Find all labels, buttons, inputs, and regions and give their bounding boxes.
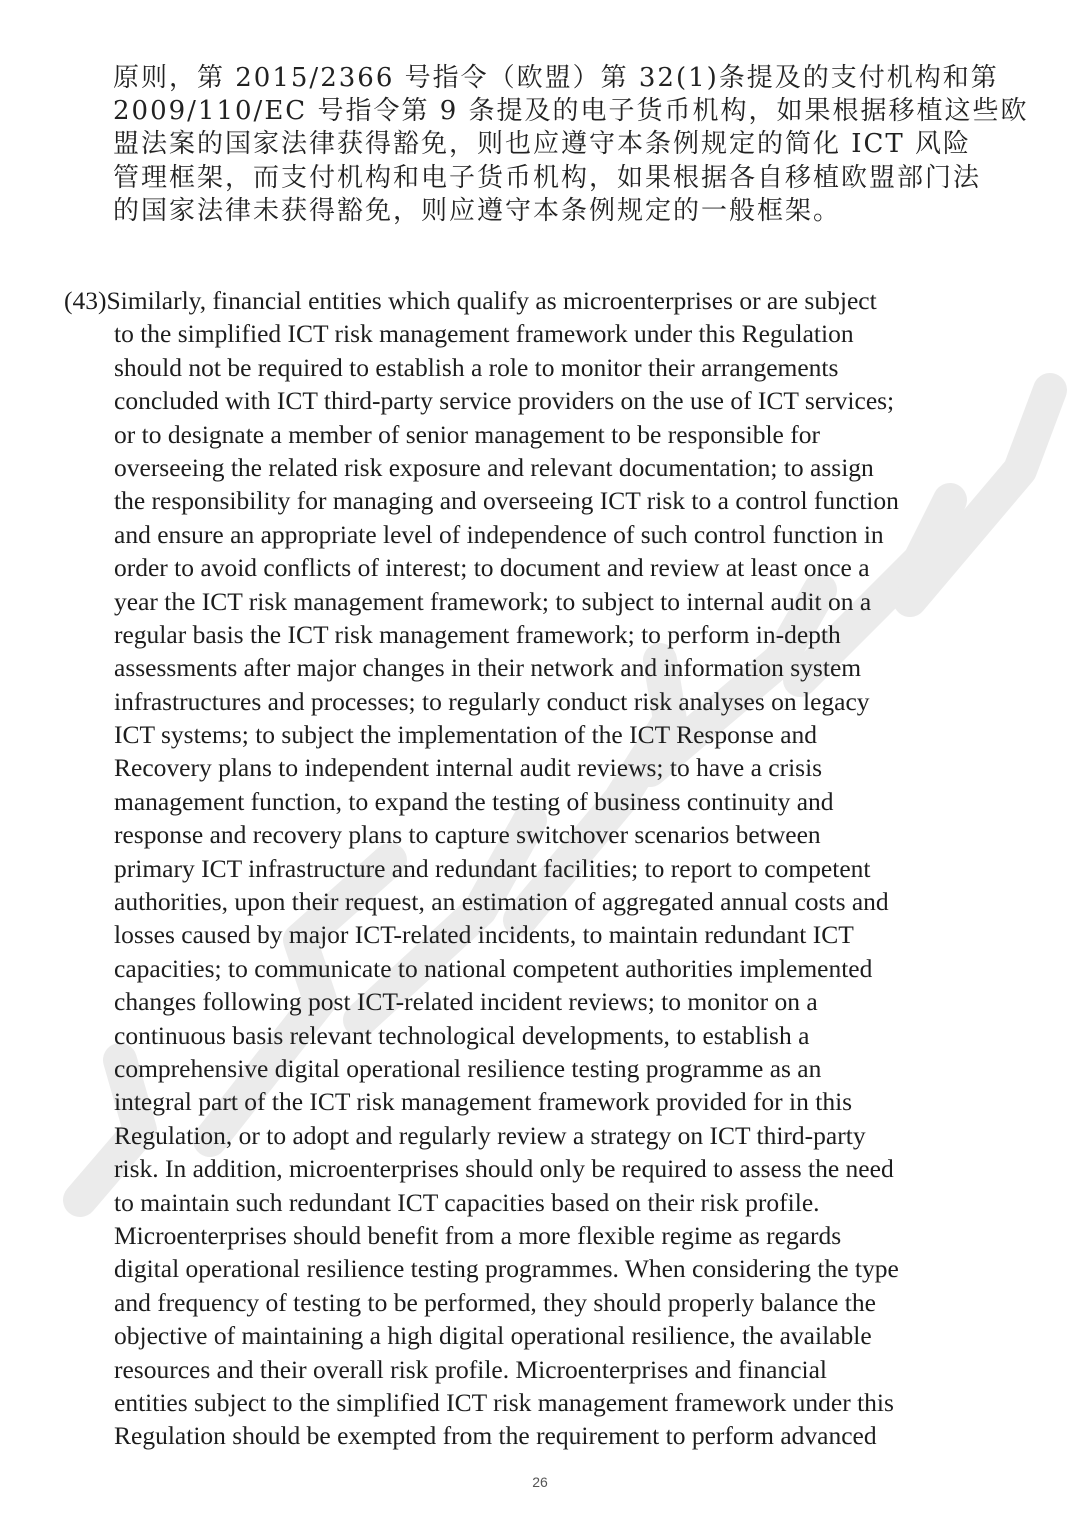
recital-line: comprehensive digital operational resilience testing programme as an — [114, 1053, 822, 1083]
recital-line: losses caused by major ICT-related incidents, to maintain redundant ICT — [114, 920, 854, 950]
recital-line: resources and their overall risk profile. Microenterprises and financial — [114, 1354, 828, 1384]
recital-line: infrastructures and processes; to regularly conduct risk analyses on legacy — [114, 686, 870, 716]
recital-line: should not be required to establish a role to monitor their arrangements — [114, 352, 839, 382]
recital-line: entities subject to the simplified ICT risk management framework under this — [114, 1387, 894, 1417]
recital-line: ICT systems; to subject the implementation of the ICT Response and — [114, 720, 818, 750]
recital-line: Similarly, financial entities which qualify as microenterprises or are subject — [106, 286, 877, 315]
recital-line: risk. In addition, microenterprises should only be required to assess the need — [114, 1154, 894, 1184]
recital-line: year the ICT risk management framework; to subject to internal audit on a — [114, 586, 872, 616]
recital-line: assessments after major changes in their network and information system — [114, 653, 862, 683]
recital-line: or to designate a member of senior management to be responsible for — [114, 419, 820, 449]
recital-line: changes following post ICT-related incident reviews; to monitor on a — [114, 987, 818, 1017]
recital-43-paragraph — [64, 284, 1024, 1453]
chinese-line: 2009/110/EC 号指令第 9 条提及的电子货币机构，如果根据移植这些欧 — [113, 96, 1029, 127]
recital-first-line — [64, 284, 1024, 317]
recital-line: Regulation, or to adopt and regularly review a strategy on ICT third-party — [114, 1120, 866, 1150]
recital-line: Regulation should be exempted from the requirement to perform advanced — [114, 1421, 877, 1451]
recital-line: concluded with ICT third-party service providers on the use of ICT services; — [114, 386, 895, 416]
recital-line: and ensure an appropriate level of independence of such control function in — [114, 519, 884, 549]
recital-line: order to avoid conflicts of interest; to document and review at least once a — [114, 553, 870, 583]
recital-line: management function, to expand the testing of business continuity and — [114, 786, 834, 816]
recital-line: regular basis the ICT risk management framework; to perform in-depth — [114, 619, 841, 649]
chinese-paragraph — [113, 62, 1029, 228]
recital-line: authorities, upon their request, an estimation of aggregated annual costs and — [114, 887, 889, 917]
recital-line: objective of maintaining a high digital operational resilience, the available — [114, 1321, 872, 1351]
chinese-line: 的国家法律未获得豁免，则应遵守本条例规定的一般框架。 — [113, 195, 842, 226]
recital-line: to maintain such redundant ICT capacities based on their risk profile. — [114, 1187, 820, 1217]
recital-number: (43) — [64, 286, 107, 315]
recital-line: to the simplified ICT risk management framework under this Regulation — [114, 319, 854, 349]
chinese-line: 管理框架，而支付机构和电子货币机构，如果根据各自移植欧盟部门法 — [113, 162, 982, 193]
recital-line: digital operational resilience testing programmes. When considering the type — [114, 1254, 899, 1284]
page-number: 26 — [532, 1474, 548, 1490]
recital-line: overseeing the related risk exposure and relevant documentation; to assign — [114, 452, 874, 482]
recital-line: Microenterprises should benefit from a more flexible regime as regards — [114, 1220, 842, 1250]
recital-line: capacities; to communicate to national competent authorities implemented — [114, 953, 873, 983]
chinese-line: 原则，第 2015/2366 号指令（欧盟）第 32(1)条提及的支付机构和第 — [113, 63, 999, 93]
recital-line: response and recovery plans to capture switchover scenarios between — [114, 820, 821, 850]
chinese-line: 盟法案的国家法律获得豁免，则也应遵守本条例规定的简化 ICT 风险 — [113, 129, 972, 160]
recital-line: the responsibility for managing and overseeing ICT risk to a control function — [114, 486, 899, 516]
recital-line: continuous basis relevant technological developments, to establish a — [114, 1020, 810, 1050]
recital-line: integral part of the ICT risk management framework provided for in this — [114, 1087, 853, 1117]
recital-line: primary ICT infrastructure and redundant facilities; to report to competent — [114, 853, 871, 883]
recital-line: Recovery plans to independent internal audit reviews; to have a crisis — [114, 753, 823, 783]
recital-line: and frequency of testing to be performed, they should properly balance the — [114, 1287, 876, 1317]
